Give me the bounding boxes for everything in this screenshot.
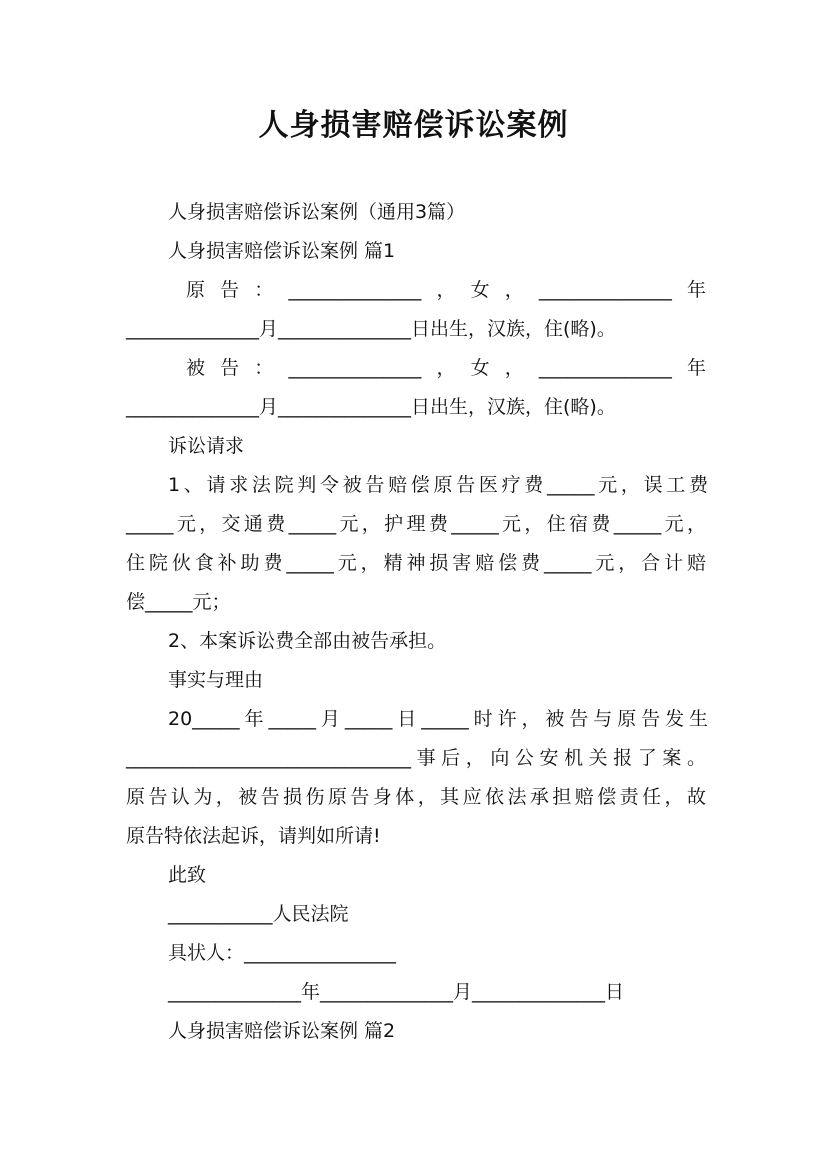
facts-line-4: 原告特依法起诉，请判如所请! (126, 825, 381, 847)
section-heading-1: 人身损害赔偿诉讼案例 篇1 (168, 240, 396, 262)
document-title: 人身损害赔偿诉讼案例 (258, 108, 569, 143)
facts-heading: 事实与理由 (168, 669, 264, 691)
plaintiff-birth-line: ______________月______________日出生，汉族，住(略)。 (126, 318, 616, 340)
salutation: 此致 (168, 864, 207, 886)
claim-1-line-4: 偿_____元； (126, 591, 231, 613)
claims-heading: 诉讼请求 (168, 435, 245, 457)
facts-line-2: ______________________________事后，向公安机关报了案。 (126, 747, 706, 769)
defendant-line: 被告：______________，女，______________年 (186, 357, 706, 379)
claim-1-line-3: 住院伙食补助费_____元，精神损害赔偿费_____元，合计赔 (126, 552, 706, 574)
plaintiff-line: 原告：______________，女，______________年 (186, 279, 706, 301)
claim-1-line-2: _____元，交通费_____元，护理费_____元，住宿费_____元， (126, 513, 706, 535)
claim-2-line: 2、本案诉讼费全部由被告承担。 (168, 630, 447, 652)
applicant-line: 具状人：________________ (168, 942, 397, 964)
claim-1-line-1: 1、请求法院判令被告赔偿原告医疗费_____元，误工费 (168, 474, 708, 496)
facts-line-1: 20_____年_____月_____日_____时许，被告与原告发生 (168, 708, 708, 730)
facts-line-3: 原告认为，被告损伤原告身体，其应依法承担赔偿责任，故 (126, 786, 706, 808)
section-heading-2: 人身损害赔偿诉讼案例 篇2 (168, 1020, 396, 1042)
date-line: ______________年______________月______________日 (168, 981, 625, 1003)
defendant-birth-line: ______________月______________日出生，汉族，住(略)。 (126, 396, 616, 418)
court-line: ___________人民法院 (168, 903, 349, 925)
subtitle-line: 人身损害赔偿诉讼案例（通用3篇） (168, 201, 466, 223)
